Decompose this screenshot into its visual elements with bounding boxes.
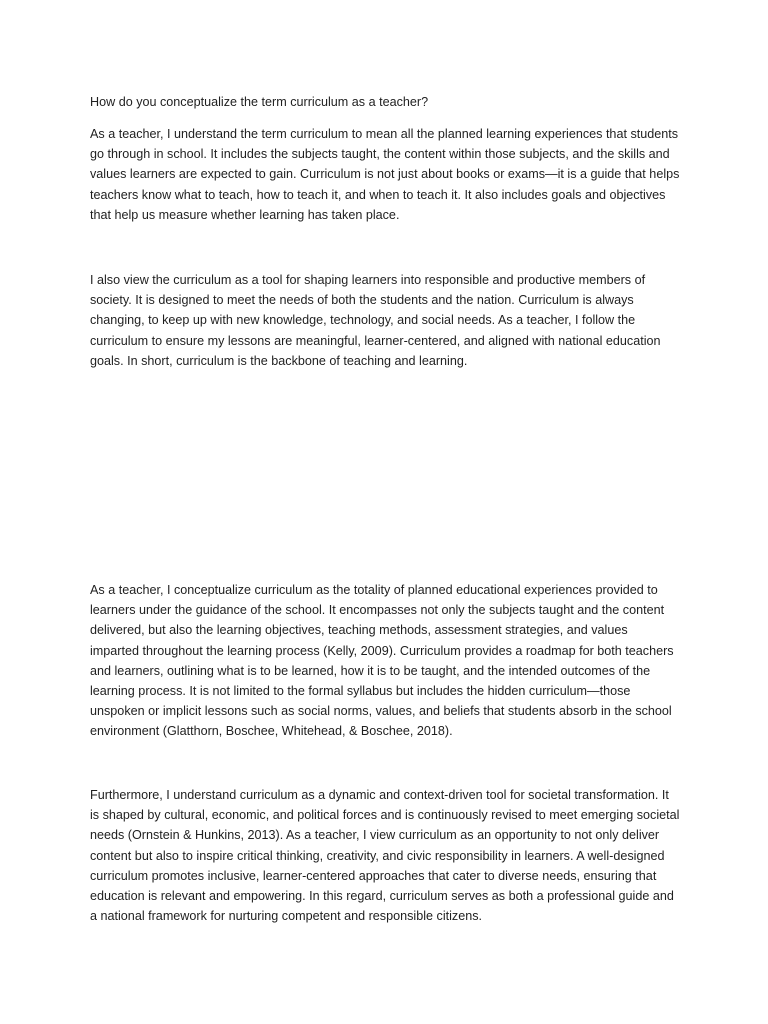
paragraph-4: Furthermore, I understand curriculum as a dynamic and context-driven tool for societal transformation. It is shaped by cultural, economic, and political forces and is continuously revised to meet emerging societal needs (Ornstein & Hunkins, 2013). As a teacher, I view curriculum as an opportunity to not only deliver content but also to inspire critical thinking, creativity, and civic responsibility in learners. A well-designed curriculum promotes inclusive, learner-centered approaches that cater to diverse needs, ensuring that education is relevant and empowering. In this regard, curriculum serves as both a professional guide and a national framework for nurturing competent and responsible citizens. — [90, 788, 680, 924]
paragraph-1: As a teacher, I understand the term curriculum to mean all the planned learning experiences that students go through in school. It includes the subjects taught, the content within those subjects, and the skills and values learners are expected to gain. Curriculum is not just about books or exams—it is a guide that helps teachers know what to teach, how to teach it, and when to teach it. It also includes goals and objectives that help us measure whether learning has taken place. — [90, 127, 680, 222]
paragraph-3: As a teacher, I conceptualize curriculum as the totality of planned educational experiences provided to learners under the guidance of the school. It encompasses not only the subjects taught and the content delivered, but also the learning objectives, teaching methods, assessment strategies, and values imparted throughout the learning process (Kelly, 2009). Curriculum provides a roadmap for both teachers and learners, outlining what is to be learned, how it is to be taught, and the intended outcomes of the learning process. It is not limited to the formal syllabus but includes the hidden curriculum—those unspoken or implicit lessons such as social norms, values, and beliefs that students absorb in the school environment (Glatthorn, Boschee, Whitehead, & Boschee, 2018). — [90, 583, 674, 739]
question-heading: How do you conceptualize the term curriculum as a teacher? — [90, 95, 429, 109]
paragraph-2: I also view the curriculum as a tool for shaping learners into responsible and productive members of society. It is designed to meet the needs of both the students and the nation. Curriculum is always changing, to keep up with new knowledge, technology, and social needs. As a teacher, I follow the curriculum to ensure my lessons are meaningful, learner-centered, and aligned with national education goals. In short, curriculum is the backbone of teaching and learning. — [90, 273, 661, 368]
